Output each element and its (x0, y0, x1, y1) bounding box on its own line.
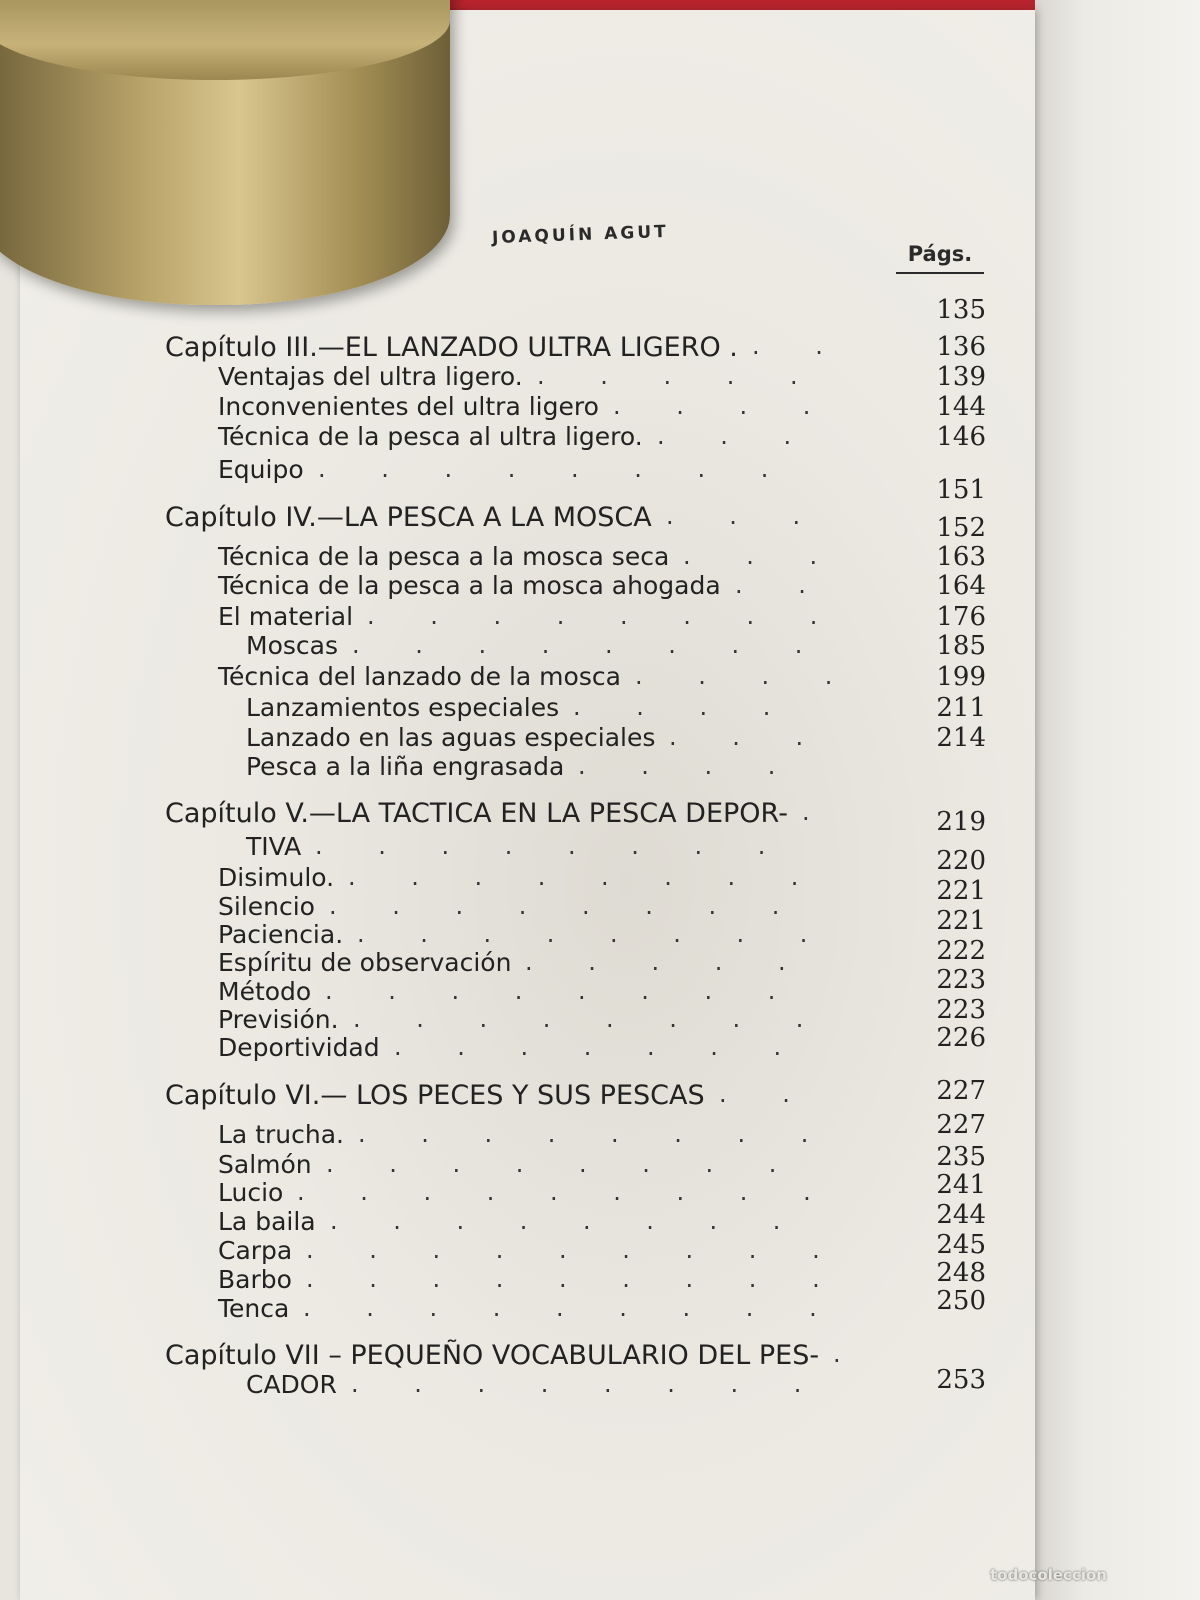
toc-page-number: 136 (936, 332, 986, 362)
toc-entry-title: Técnica de la pesca al ultra ligero. (218, 422, 643, 451)
toc-entry-title: Previsión. (218, 1005, 339, 1034)
toc-page-number: 241 (936, 1170, 986, 1200)
leader-dots: . . . . . . . . (348, 863, 847, 891)
leader-dots: . . . (683, 542, 866, 570)
toc-entry-title: La trucha. (218, 1120, 344, 1149)
toc-page-number: 226 (936, 1023, 986, 1053)
toc-page-number: 139 (936, 362, 986, 392)
leader-dots: . . . . . (525, 948, 834, 976)
toc-page-number: 164 (936, 571, 986, 601)
toc-chapter-title: Capítulo III.—EL LANZADO ULTRA LIGERO . (165, 332, 738, 363)
leader-dots: . . . . . . . . (352, 631, 851, 659)
toc-page-number: 152 (936, 513, 986, 543)
leader-dots: . . . . (578, 752, 824, 780)
leader-dots: . . . . . . . . (358, 1120, 857, 1148)
leader-dots: . . . . . . . . (351, 1370, 850, 1398)
leader-dots: . . . . . . . . (315, 832, 814, 860)
leader-dots: . . . . . . . . (325, 977, 824, 1005)
book-edge (1035, 0, 1200, 1600)
leader-dots: . . . . . . . . (353, 1005, 852, 1033)
toc-page-number: 151 (936, 475, 986, 505)
toc-page-number: 244 (936, 1200, 986, 1230)
toc-entry-title: Método (218, 977, 312, 1006)
pages-column-header: Págs. (896, 242, 984, 274)
toc-page-number: 221 (936, 906, 986, 936)
toc-page-number: 146 (936, 422, 986, 452)
leader-dots: . . . . . . . . (318, 455, 817, 483)
toc-page-number: 214 (936, 723, 986, 753)
watermark: todocoleccion (990, 1566, 1107, 1584)
brass-weight-image (0, 0, 450, 305)
toc-entry-title: Lanzamientos especiales (246, 693, 560, 722)
leader-dots: . (802, 798, 858, 826)
toc-entry-title: La baila (218, 1207, 316, 1236)
toc-page-number: 227 (936, 1110, 986, 1140)
toc-page-number: 223 (936, 965, 986, 995)
toc-entry-title: El material (218, 602, 354, 631)
leader-dots: . . . . . . . . . (306, 1265, 868, 1293)
leader-dots: . . . . (573, 693, 819, 721)
toc-entry-title: Inconvenientes del ultra ligero (218, 392, 599, 421)
toc-entry-title: Equipo (218, 455, 304, 484)
toc-entry-title: Deportividad (218, 1033, 380, 1062)
toc-entry-title: Carpa (218, 1236, 293, 1265)
brass-weight-rim (0, 0, 450, 80)
toc-entry-title: Tenca (218, 1294, 290, 1323)
toc-entry-title: TIVA (246, 832, 302, 861)
toc-entry-title: Lucio (218, 1178, 284, 1207)
leader-dots: . . . . . (537, 362, 846, 390)
leader-dots: . . . (669, 723, 852, 751)
toc-chapter-title: Capítulo VI.— LOS PECES Y SUS PESCAS (165, 1080, 705, 1111)
toc-entry-title: Técnica del lanzado de la mosca (218, 662, 621, 691)
leader-dots: . . . . (613, 392, 859, 420)
toc-page-number: 248 (936, 1258, 986, 1288)
toc-entry-title: Técnica de la pesca a la mosca seca (218, 542, 670, 571)
toc-entry-title: CADOR (246, 1370, 337, 1399)
toc-entry-title: Pesca a la liña engrasada (246, 752, 565, 781)
toc-page-number: 223 (936, 995, 986, 1025)
toc-entry-title: Barbo (218, 1265, 292, 1294)
toc-entry-title: Ventajas del ultra ligero. (218, 362, 523, 391)
leader-dots: . . . (657, 422, 840, 450)
toc-entry-title: Espíritu de observación (218, 948, 512, 977)
toc-page-number: 219 (936, 807, 986, 837)
toc-page-number: 144 (936, 392, 986, 422)
leader-dots: . . (735, 571, 854, 599)
leader-dots: . . . (666, 502, 849, 530)
toc-page-number: 245 (936, 1230, 986, 1260)
toc-entry-title: Lanzado en las aguas especiales (246, 723, 656, 752)
toc-entry-title: Disimulo. (218, 863, 335, 892)
leader-dots: . . . . . . . . . (303, 1294, 865, 1322)
leader-dots: . . . . . . . . . (297, 1178, 859, 1206)
toc-page-number: 253 (936, 1365, 986, 1395)
leader-dots: . . . . . . . (394, 1033, 830, 1061)
toc-page-number: 176 (936, 602, 986, 632)
leader-dots: . . . . . . . . (326, 1150, 825, 1178)
toc-entry-title: Paciencia. (218, 920, 344, 949)
toc-entry-title: Silencio (218, 892, 315, 921)
leader-dots: . . . . . . . . (330, 1207, 829, 1235)
leader-dots: . . (719, 1080, 838, 1108)
leader-dots: . . . . . . . . (357, 920, 856, 948)
leader-dots: . (833, 1340, 889, 1368)
toc-entry-title: Moscas (246, 631, 338, 660)
leader-dots: . . . . (635, 662, 881, 690)
toc-page-number: 222 (936, 936, 986, 966)
leader-dots: . . (752, 332, 871, 360)
toc-chapter-title: Capítulo IV.—LA PESCA A LA MOSCA (165, 502, 652, 533)
toc-page-number: 235 (936, 1142, 986, 1172)
toc-page-number: 250 (936, 1286, 986, 1316)
leader-dots: . . . . . . . . (367, 602, 866, 630)
toc-page-number: 220 (936, 846, 986, 876)
toc-page-number: 163 (936, 542, 986, 572)
toc-page-number: 211 (936, 693, 986, 723)
toc-entry-title: Salmón (218, 1150, 312, 1179)
leader-dots: . . . . . . . . (329, 892, 828, 920)
toc-entry-title: Técnica de la pesca a la mosca ahogada (218, 571, 721, 600)
toc-page-number: 135 (936, 295, 986, 325)
toc-page-number: 199 (936, 662, 986, 692)
toc-chapter-title: Capítulo VII – PEQUEÑO VOCABULARIO DEL PES- (165, 1340, 820, 1371)
toc-page-number: 221 (936, 876, 986, 906)
toc-page-number: 185 (936, 631, 986, 661)
toc-page-number: 227 (936, 1076, 986, 1106)
leader-dots: . . . . . . . . . (306, 1236, 868, 1264)
toc-chapter-title: Capítulo V.—LA TACTICA EN LA PESCA DEPOR- (165, 798, 788, 829)
running-head: JOAQUÍN AGUT (491, 221, 670, 249)
